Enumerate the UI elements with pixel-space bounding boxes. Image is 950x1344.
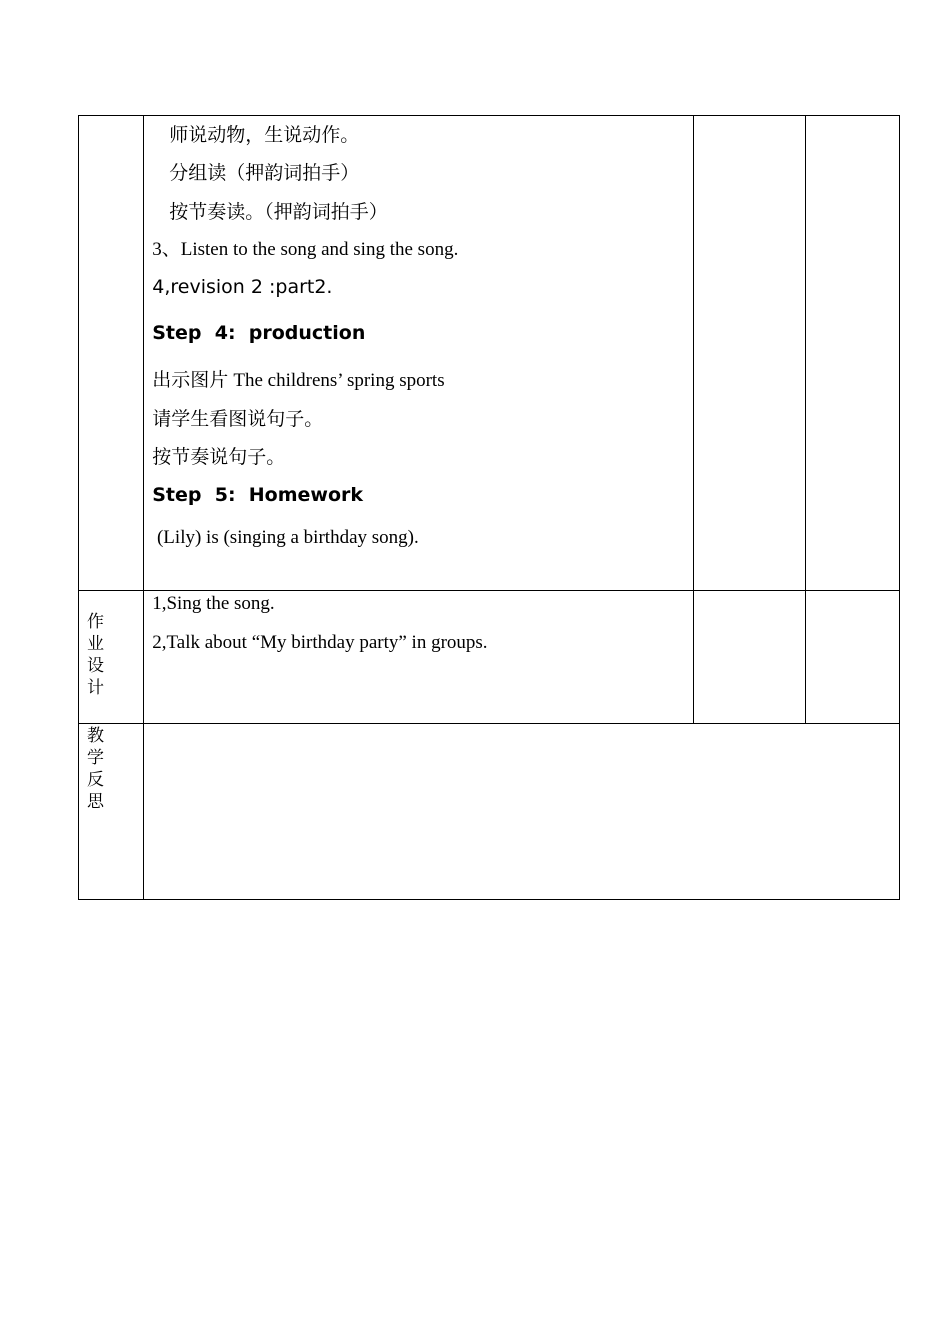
rhythm-sentences-line: 按节奏说句子。 — [152, 446, 286, 468]
homework-content-cell — [144, 591, 694, 724]
step-4-heading: Step 4: production — [152, 322, 366, 344]
homework-item-1: 1,Sing the song. — [152, 593, 275, 614]
homework-notes-cell — [694, 591, 805, 724]
procedure-row — [79, 116, 900, 591]
procedure-extra-cell — [805, 116, 899, 591]
group-read-line: 分组读（押韵词拍手） — [169, 162, 360, 184]
show-picture-line — [152, 365, 444, 392]
procedure-label-cell — [79, 116, 144, 591]
procedure-notes-cell — [694, 116, 805, 591]
procedure-content-cell — [144, 116, 694, 591]
homework-label-cell — [79, 591, 144, 724]
reflection-label-cell — [79, 724, 144, 900]
homework-item-2: 2,Talk about “My birthday party” in groups. — [152, 632, 488, 653]
reflection-label: 教学反思 — [87, 726, 104, 812]
listen-song-line: 3、Listen to the song and sing the song. — [152, 239, 459, 260]
rhythm-read-line: 按节奏读。（押韵词拍手） — [169, 201, 388, 223]
revision-line: 4,revision 2 :part2. — [152, 276, 333, 298]
homework-extra-cell — [805, 591, 899, 724]
teacher-says-animal-line: 师说动物，生说动作。 — [169, 124, 360, 146]
students-say-sentences-line: 请学生看图说句子。 — [152, 408, 324, 430]
reflection-row — [79, 724, 900, 900]
homework-row — [79, 591, 900, 724]
step-5-heading: Step 5: Homework — [152, 484, 364, 506]
homework-example-line: (Lily) is (singing a birthday song). — [152, 527, 419, 548]
show-picture-label: 出示图片 — [152, 369, 229, 391]
reflection-content-cell — [144, 724, 900, 900]
homework-label: 作业设计 — [87, 612, 104, 698]
spring-sports-title: The childrens’ spring sports — [233, 370, 445, 391]
lesson-plan-table — [78, 115, 900, 900]
